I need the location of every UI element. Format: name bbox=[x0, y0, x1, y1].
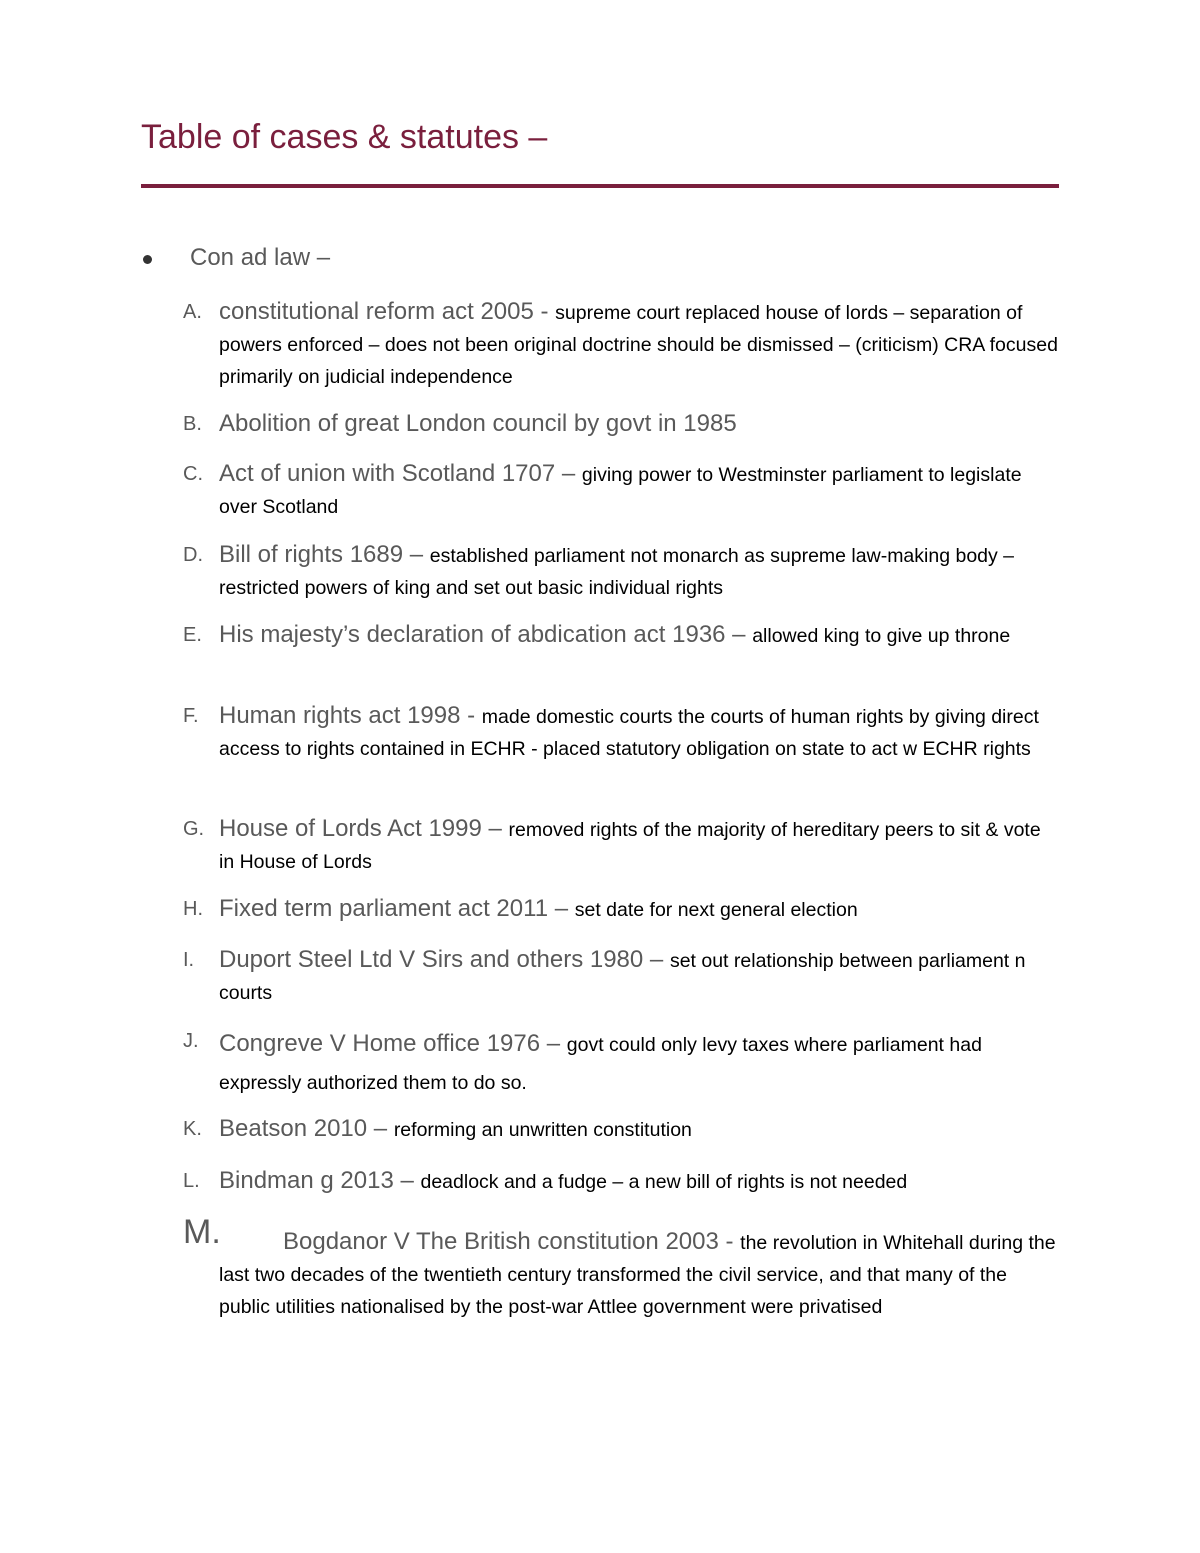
list-item bbox=[183, 1165, 1058, 1198]
list-marker: J. bbox=[183, 1030, 199, 1052]
case-description: supreme court replaced house of lords – separation of powers enforced – does not been original doctrine should be dismissed – (criticism) CRA focused primarily on judicial independence bbox=[219, 302, 1058, 388]
case-description: deadlock and a fudge – a new bill of rights is not needed bbox=[420, 1171, 908, 1193]
case-name: Congreve V Home office 1976 – bbox=[219, 1030, 567, 1057]
list-marker: L. bbox=[183, 1170, 200, 1192]
list-item bbox=[183, 619, 1058, 652]
case-description: reforming an unwritten constitution bbox=[393, 1119, 692, 1141]
case-description: govt could only levy taxes where parliament had expressly authorized them to do so. bbox=[219, 1034, 982, 1094]
list-marker: A. bbox=[183, 301, 202, 323]
list-item bbox=[183, 813, 1058, 878]
list-marker: I. bbox=[183, 949, 195, 971]
list-item bbox=[183, 458, 1058, 523]
case-description: set out relationship between parliament n courts bbox=[219, 950, 1026, 1004]
case-name: Fixed term parliament act 2011 – bbox=[219, 895, 575, 922]
list-item bbox=[183, 1213, 1058, 1323]
case-description: made domestic courts the courts of human rights by giving direct access to rights contained in ECHR - placed statutory obligation on state to act w ECHR rights bbox=[219, 706, 1039, 760]
list-marker: E. bbox=[183, 624, 202, 646]
case-description: the revolution in Whitehall during the last two decades of the twentieth century transformed the civil service, and that many of the public utilities nationalised by the post-war Attlee government were privatised bbox=[219, 1232, 1056, 1318]
list-item bbox=[183, 539, 1058, 604]
case-name: Bogdanor V The British constitution 2003 - bbox=[283, 1228, 741, 1255]
case-name: Bill of rights 1689 – bbox=[219, 541, 430, 568]
list-item bbox=[183, 296, 1058, 393]
case-name: Bindman g 2013 – bbox=[219, 1167, 421, 1194]
list-item bbox=[183, 700, 1058, 765]
list-marker: K. bbox=[183, 1118, 202, 1140]
list-item bbox=[183, 944, 1058, 1009]
case-name: His majesty’s declaration of abdication act 1936 – bbox=[219, 621, 753, 648]
list-item bbox=[183, 408, 1058, 441]
list-marker: C. bbox=[183, 463, 203, 485]
list-marker: F. bbox=[183, 705, 199, 727]
list-item bbox=[183, 1113, 1058, 1146]
case-description: removed rights of the majority of hereditary peers to sit & vote in House of Lords bbox=[219, 819, 1041, 873]
case-description: established parliament not monarch as supreme law-making body – restricted powers of king and set out basic individual rights bbox=[219, 545, 1015, 599]
list-marker: D. bbox=[183, 544, 203, 566]
page-title: Table of cases & statutes – bbox=[141, 118, 548, 156]
case-name: Act of union with Scotland 1707 – bbox=[219, 460, 582, 487]
list-item bbox=[183, 1025, 1058, 1102]
case-name: Human rights act 1998 - bbox=[219, 702, 482, 729]
case-name: constitutional reform act 2005 - bbox=[219, 298, 556, 325]
case-description: giving power to Westminster parliament to legislate over Scotland bbox=[219, 464, 1022, 518]
case-name: Beatson 2010 – bbox=[219, 1115, 394, 1142]
case-name: Abolition of great London council by govt in 1985 bbox=[219, 410, 737, 437]
section-label: Con ad law – bbox=[190, 244, 331, 271]
list-marker: G. bbox=[183, 818, 205, 840]
list-marker: B. bbox=[183, 413, 202, 435]
list-item bbox=[183, 893, 1058, 926]
case-description: allowed king to give up throne bbox=[752, 625, 1011, 647]
case-name: Duport Steel Ltd V Sirs and others 1980 – bbox=[219, 946, 670, 973]
title-divider bbox=[141, 184, 1059, 188]
bullet-icon bbox=[143, 255, 152, 264]
case-description: set date for next general election bbox=[574, 899, 858, 921]
case-name: House of Lords Act 1999 – bbox=[219, 815, 509, 842]
list-marker: H. bbox=[183, 898, 203, 920]
list-marker: M. bbox=[183, 1213, 221, 1251]
